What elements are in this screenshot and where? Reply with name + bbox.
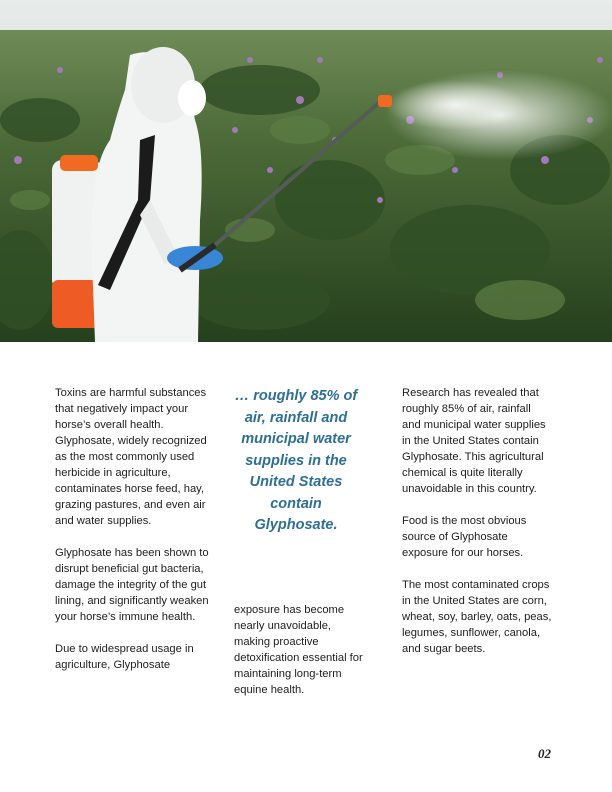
- page-number: 02: [538, 746, 551, 761]
- paragraph: Glyphosate has been shown to disrupt beneficial gut bacteria, damage the integrity of the gut lining, and significantly weaken your horse’s immune health.: [55, 547, 209, 623]
- body-column-middle: [234, 602, 364, 714]
- body-column-left: [55, 385, 215, 689]
- paragraph: Due to widespread usage in agriculture, Glyphosate: [55, 643, 194, 671]
- paragraph: Research has revealed that roughly 85% of air, rainfall and municipal water supplies in the United States contain Glyphosate. This agricultural chemical is quite literally unavoidable in this country.: [402, 387, 546, 495]
- hero-photo: [0, 0, 612, 342]
- body-column-right: [402, 385, 552, 673]
- paragraph: The most contaminated crops in the United States are corn, wheat, soy, barley, oats, peas, legumes, sunflower, canola, and sugar beets.: [402, 579, 552, 655]
- paragraph: Toxins are harmful substances that negatively impact your horse’s overall health. Glyphosate, widely recognized as the most commonly used herbicide in agriculture, contaminates horse feed, hay, grazing pastures, and even air and water supplies.: [55, 387, 207, 527]
- sprayer-illustration: [0, 0, 612, 342]
- pull-quote: … roughly 85% of air, rainfall and municipal water supplies in the United States contain Glyphosate.: [234, 388, 358, 533]
- paragraph: exposure has become nearly unavoidable, making proactive detoxification essential for maintaining long-term equine health.: [234, 604, 363, 696]
- paragraph: Food is the most obvious source of Glyphosate exposure for our horses.: [402, 515, 527, 559]
